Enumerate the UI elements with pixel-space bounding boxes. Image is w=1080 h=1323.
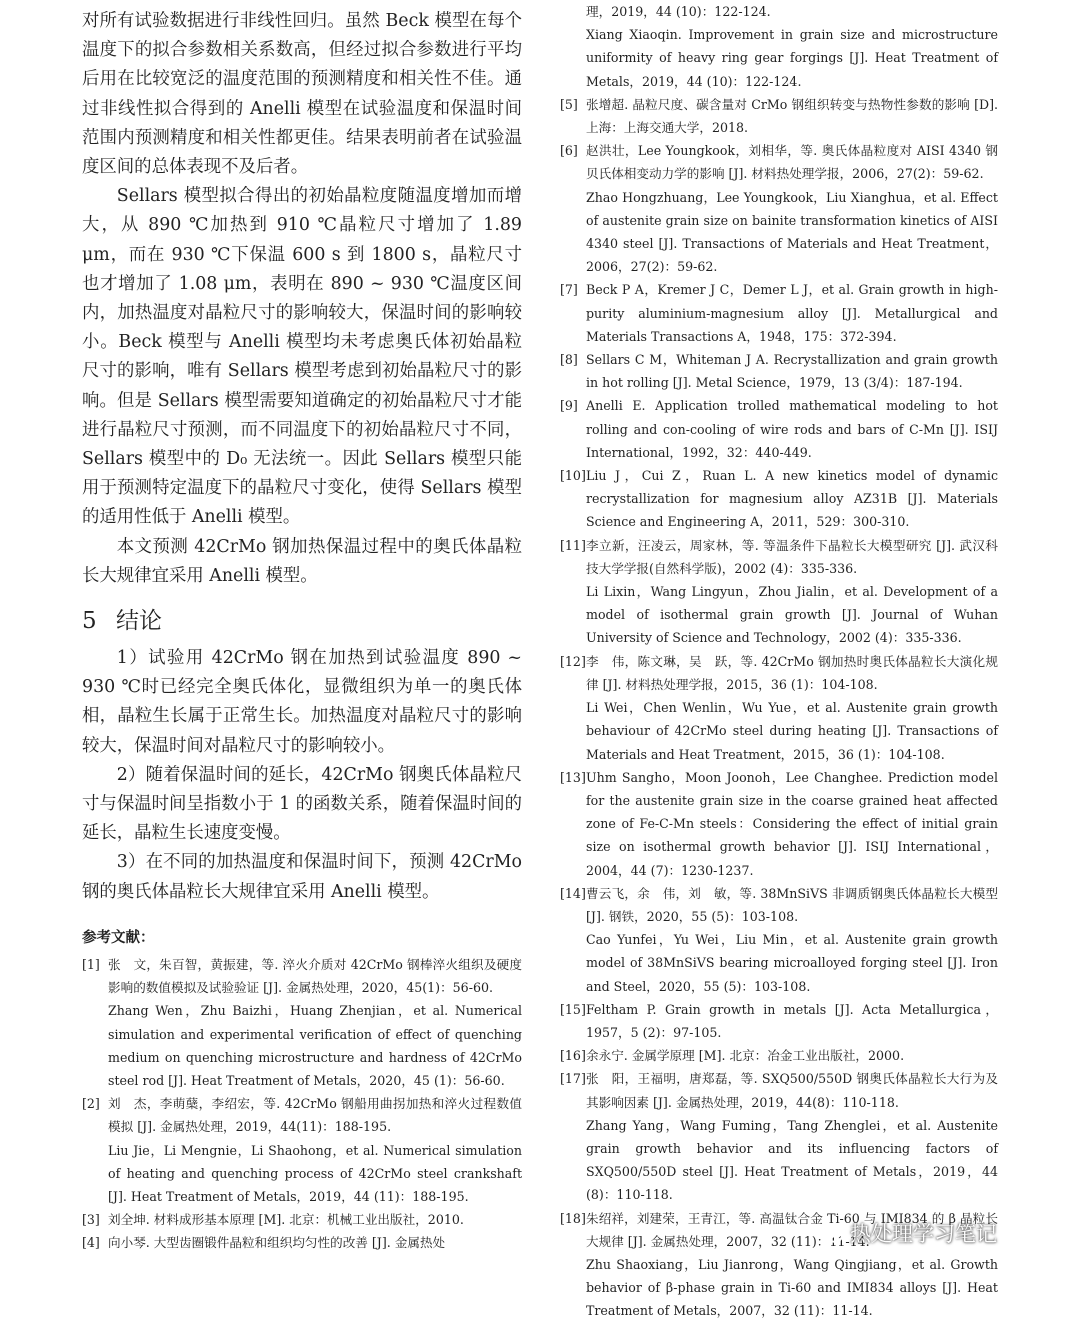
reference-text-english: Zhu Shaoxiang，Liu Jianrong，Wang Qingjiang，et al. Growth behavior of β-phase grain in Ti-60 and IMI834 alloys [J]. Heat Treatment of Metals，2007，32 (11)：11-14.	[586, 1256, 998, 1319]
section-title: 结论	[116, 608, 162, 635]
reference-body	[586, 394, 998, 464]
reference-body	[586, 766, 998, 882]
body-paragraph: 对所有试验数据进行非线性回归。虽然 Beck 模型在每个温度下的拟合参数相关系数高，但经过拟合参数进行平均后用在比较宽泛的温度范围的预测精度和相关性不佳。通过非线性拟合得到的 Anelli 模型在试验温度和保温时间范围内预测精度和相关性都更佳。结果表明前者在试验温度区间的总体表现不及后者。	[82, 11, 522, 178]
reference-body	[586, 348, 998, 394]
reference-text: 张 阳，王福明，唐郑磊，等. SXQ500/550D 钢奥氏体晶粒长大行为及其影响因素 [J]. 金属热处理，2019，44(8)：110-118.	[586, 1071, 998, 1110]
conclusion-item: 2）随着保温时间的延长，42CrMo 钢奥氏体晶粒尺寸与保温时间呈指数小于 1 的函数关系，随着保温时间的延长，晶粒生长速度变慢。	[82, 764, 522, 844]
reference-body	[586, 93, 998, 139]
reference-item	[560, 650, 998, 766]
reference-item	[560, 394, 998, 464]
reference-text: 张增超. 晶粒尺度、碳含量对 CrMo 钢组织转变与热物性参数的影响 [D]. 上海：上海交通大学，2018.	[586, 96, 998, 136]
reference-text: Uhm Sangho，Moon Joonoh，Lee Changhee. Prediction model for the austenite grain size in the coarse grained heat affected zone of Fe-C-Mn steels：Considering the effect of initial grain size on isothermal growth behavior [J]. ISIJ International，2004，44 (7)：1230-1237.	[586, 769, 998, 878]
conclusion-item: 1）试验用 42CrMo 钢在加热到试验温度 890 ~ 930 ℃时已经完全奥氏体化，显微组织为单一的奥氏体相，晶粒生长属于正常生长。加热温度对晶粒尺寸的影响较大，保温时间对晶粒尺寸的影响较小。	[82, 648, 522, 756]
reference-text-english: Cao Yunfei，Yu Wei，Liu Min，et al. Austenite grain growth model of 38MnSiVS bearing microalloyed forging steel [J]. Iron and Steel，2020，55 (5)：103-108.	[586, 932, 998, 994]
reference-text: Sellars C M，Whiteman J A. Recrystallization and grain growth in hot rolling [J]. Metal Science，1979，13 (3/4)：187-194.	[586, 352, 998, 391]
reference-number: [4]	[82, 1235, 100, 1251]
reference-text-english: Zhang Wen，Zhu Baizhi，Huang Zhenjian，et al. Numerical simulation and experimental verification of effect of quenching medium on quenching microstructure and hardness of 42CrMo steel rod [J]. Heat Treatment of Metals，2020，45 (1)：56-60.	[108, 1003, 522, 1088]
reference-body	[586, 1067, 998, 1206]
reference-number: [14]	[560, 885, 586, 901]
reference-number: [10]	[560, 468, 586, 484]
reference-body	[586, 0, 998, 93]
reference-number: [7]	[560, 282, 578, 298]
reference-text-english: Zhang Yang，Wang Fuming，Tang Zhenglei，et al. Austenite grain growth behavior and its influencing factors of SXQ500/550D steel [J]. Heat Treatment of Metals，2019，44 (8)：110-118.	[586, 1117, 998, 1203]
watermark-text: 热处理学习笔记	[850, 1222, 997, 1246]
right-column	[560, 0, 998, 1323]
reference-text-english: Xiang Xiaoqin. Improvement in grain size and microstructure uniformity of heavy ring gear forgings [J]. Heat Treatment of Metals，2019，44 (10)：122-124.	[586, 27, 998, 89]
reference-body	[586, 278, 998, 348]
reference-text: 刘全坤. 材料成形基本原理 [M]. 北京：机械工业出版社，2010.	[108, 1212, 464, 1228]
reference-text: 刘 杰，李萌蘖，李绍宏，等. 42CrMo 钢船用曲拐加热和淬火过程数值模拟 [J]. 金属热处理，2019，44(11)：188-195.	[108, 1096, 522, 1135]
reference-item	[560, 278, 998, 348]
references-list-left	[82, 953, 522, 1255]
reference-text: 李立新，汪凌云，周家林，等. 等温条件下晶粒长大模型研究 [J]. 武汉科技大学学报(自然科学版)，2002 (4)：335-336.	[586, 537, 998, 576]
reference-body	[586, 650, 998, 766]
reference-item	[560, 0, 998, 93]
reference-number: [15]	[560, 1001, 586, 1017]
section-number: 5	[82, 608, 97, 635]
reference-text: 李 伟，陈文琳，吴 跃，等. 42CrMo 钢加热时奥氏体晶粒长大演化规律 [J]. 材料热处理学报，2015，36 (1)：104-108.	[586, 653, 998, 692]
reference-item	[560, 1044, 998, 1067]
reference-text: 张 文，朱百智，黄振建，等. 淬火介质对 42CrMo 钢棒淬火组织及硬度影响的数值模拟及试验验证 [J]. 金属热处理，2020，45(1)：56-60.	[108, 956, 522, 996]
reference-number: [12]	[560, 653, 586, 669]
reference-item	[560, 998, 998, 1044]
section-heading	[82, 604, 522, 638]
reference-number: [3]	[82, 1212, 100, 1228]
reference-item	[560, 534, 998, 650]
reference-number: [9]	[560, 398, 578, 414]
body-paragraph: Sellars 模型拟合得出的初始晶粒度随温度增加而增大，从 890 ℃加热到 910 ℃晶粒尺寸增加了 1.89 μm，而在 930 ℃下保温 600 s 到 1800 s，晶粒尺寸也才增加了 1.08 μm，表明在 890 ~ 930 ℃温度区间内，加热温度对晶粒尺寸的影响较大，保温时间的影响较小。Beck 模型与 Anelli 模型均未考虑奥氏体初始晶粒尺寸的影响，唯有 Sellars 模型考虑到初始晶粒尺寸的影响。但是 Sellars 模型需要知道确定的初始晶粒尺寸才能进行晶粒尺寸预测，而不同温度下的初始晶粒尺寸不同，Sellars 模型中的 D₀ 无法统一。因此 Sellars 模型只能用于预测特定温度下的晶粒尺寸变化，使得 Sellars 模型的适用性低于 Anelli 模型。	[82, 186, 522, 528]
reference-body	[108, 1208, 522, 1231]
reference-number: [18]	[560, 1210, 586, 1226]
reference-item	[560, 139, 998, 278]
reference-item	[560, 464, 998, 534]
reference-number: [11]	[560, 537, 586, 553]
reference-number: [16]	[560, 1048, 586, 1064]
reference-body	[108, 1092, 522, 1208]
reference-number	[560, 0, 586, 93]
reference-text-english: Li Lixin，Wang Lingyun，Zhou Jialin，et al. Development of a model of isothermal grain growth [J]. Journal of Wuhan University of Science and Technology，2002 (4)：335-336.	[586, 584, 998, 646]
body-paragraph: 本文预测 42CrMo 钢加热保温过程中的奥氏体晶粒长大规律宜采用 Anelli 模型。	[82, 536, 522, 586]
reference-body	[108, 1231, 522, 1254]
reference-text: Feltham P. Grain growth in metals [J]. Acta Metallurgica，1957，5 (2)：97-105.	[586, 1001, 998, 1040]
watermark	[818, 1218, 997, 1248]
reference-number: [1]	[82, 956, 100, 972]
references-list-right	[560, 0, 998, 1323]
reference-body	[586, 1044, 998, 1067]
reference-text: Liu J，Cui Z，Ruan L. A new kinetics model of dynamic recrystallization for magnesium alloy AZ31B [J]. Materials Science and Engineering A，2011，529：300-310.	[586, 468, 998, 530]
reference-body	[586, 998, 998, 1044]
reference-number: [13]	[560, 769, 586, 785]
reference-item	[560, 93, 998, 139]
reference-number: [6]	[560, 143, 578, 159]
reference-text: 向小琴. 大型齿圈锻件晶粒和组织均匀性的改善 [J]. 金属热处	[108, 1235, 446, 1251]
reference-number: [2]	[82, 1096, 100, 1112]
reference-item	[560, 882, 998, 998]
reference-body	[586, 534, 998, 650]
reference-text: Anelli E. Application trolled mathematical modeling to hot rolling and con-cooling of wire rods and bars of C-Mn [J]. ISIJ International，1992，32：440-449.	[586, 398, 998, 460]
reference-text-english: Zhao Hongzhuang，Lee Youngkook，Liu Xianghua，et al. Effect of austenite grain size on bainite transformation kinetics of AISI 4340 steel [J]. Transactions of Materials and Heat Treatment，2006，27(2)：59-62.	[586, 189, 998, 275]
reference-text: 余永宁. 金属学原理 [M]. 北京：冶金工业出版社，2000.	[586, 1048, 905, 1064]
reference-item	[560, 1067, 998, 1206]
reference-text-english: Liu Jie，Li Mengnie，Li Shaohong，et al. Numerical simulation of heating and quenching process of 42CrMo steel crankshaft [J]. Heat Treatment of Metals，2019，44 (11)：188-195.	[108, 1142, 522, 1204]
wechat-icon	[818, 1220, 844, 1246]
reference-body	[586, 464, 998, 534]
left-column	[82, 0, 522, 1255]
reference-item	[82, 953, 522, 1092]
reference-text: 赵洪壮，Lee Youngkook，刘相华，等. 奥氏体晶粒度对 AISI 4340 钢贝氏体相变动力学的影响 [J]. 材料热处理学报，2006，27(2)：59-62.	[586, 143, 998, 182]
reference-number: [17]	[560, 1071, 586, 1087]
reference-text: Beck P A，Kremer J C，Demer L J，et al. Grain growth in high-purity aluminium-magnesium alloy [J]. Metallurgical and Materials Transactions A，1948，175：372-394.	[586, 282, 998, 344]
reference-text: 曹云飞，余 伟，刘 敏，等. 38MnSiVS 非调质钢奥氏体晶粒长大模型 [J]. 钢铁，2020，55 (5)：103-108.	[586, 885, 998, 924]
references-heading: 参考文献：	[82, 929, 155, 946]
reference-body	[586, 882, 998, 998]
conclusion-item: 3）在不同的加热温度和保温时间下，预测 42CrMo 钢的奥氏体晶粒长大规律宜采用 Anelli 模型。	[82, 852, 522, 902]
reference-text: 朱绍祥，刘建荣，王青江，等. 高温钛合金 Ti-60 与 IMI834 的 β 晶粒长大规律 [J]. 金属热处理，2007，32 (11)：11-14.	[586, 1210, 998, 1249]
reference-item	[560, 348, 998, 394]
reference-item	[82, 1231, 522, 1254]
reference-body	[586, 139, 998, 278]
reference-number: [5]	[560, 96, 578, 112]
reference-text: 理，2019，44 (10)：122-124.	[586, 4, 771, 19]
reference-text-english: Li Wei，Chen Wenlin，Wu Yue，et al. Austenite grain growth behaviour of 42CrMo steel during heating [J]. Transactions of Materials and Heat Treatment，2015，36 (1)：104-108.	[586, 700, 998, 762]
reference-item	[82, 1092, 522, 1208]
reference-item	[560, 766, 998, 882]
reference-item	[82, 1208, 522, 1231]
reference-body	[108, 953, 522, 1092]
reference-number: [8]	[560, 352, 578, 368]
